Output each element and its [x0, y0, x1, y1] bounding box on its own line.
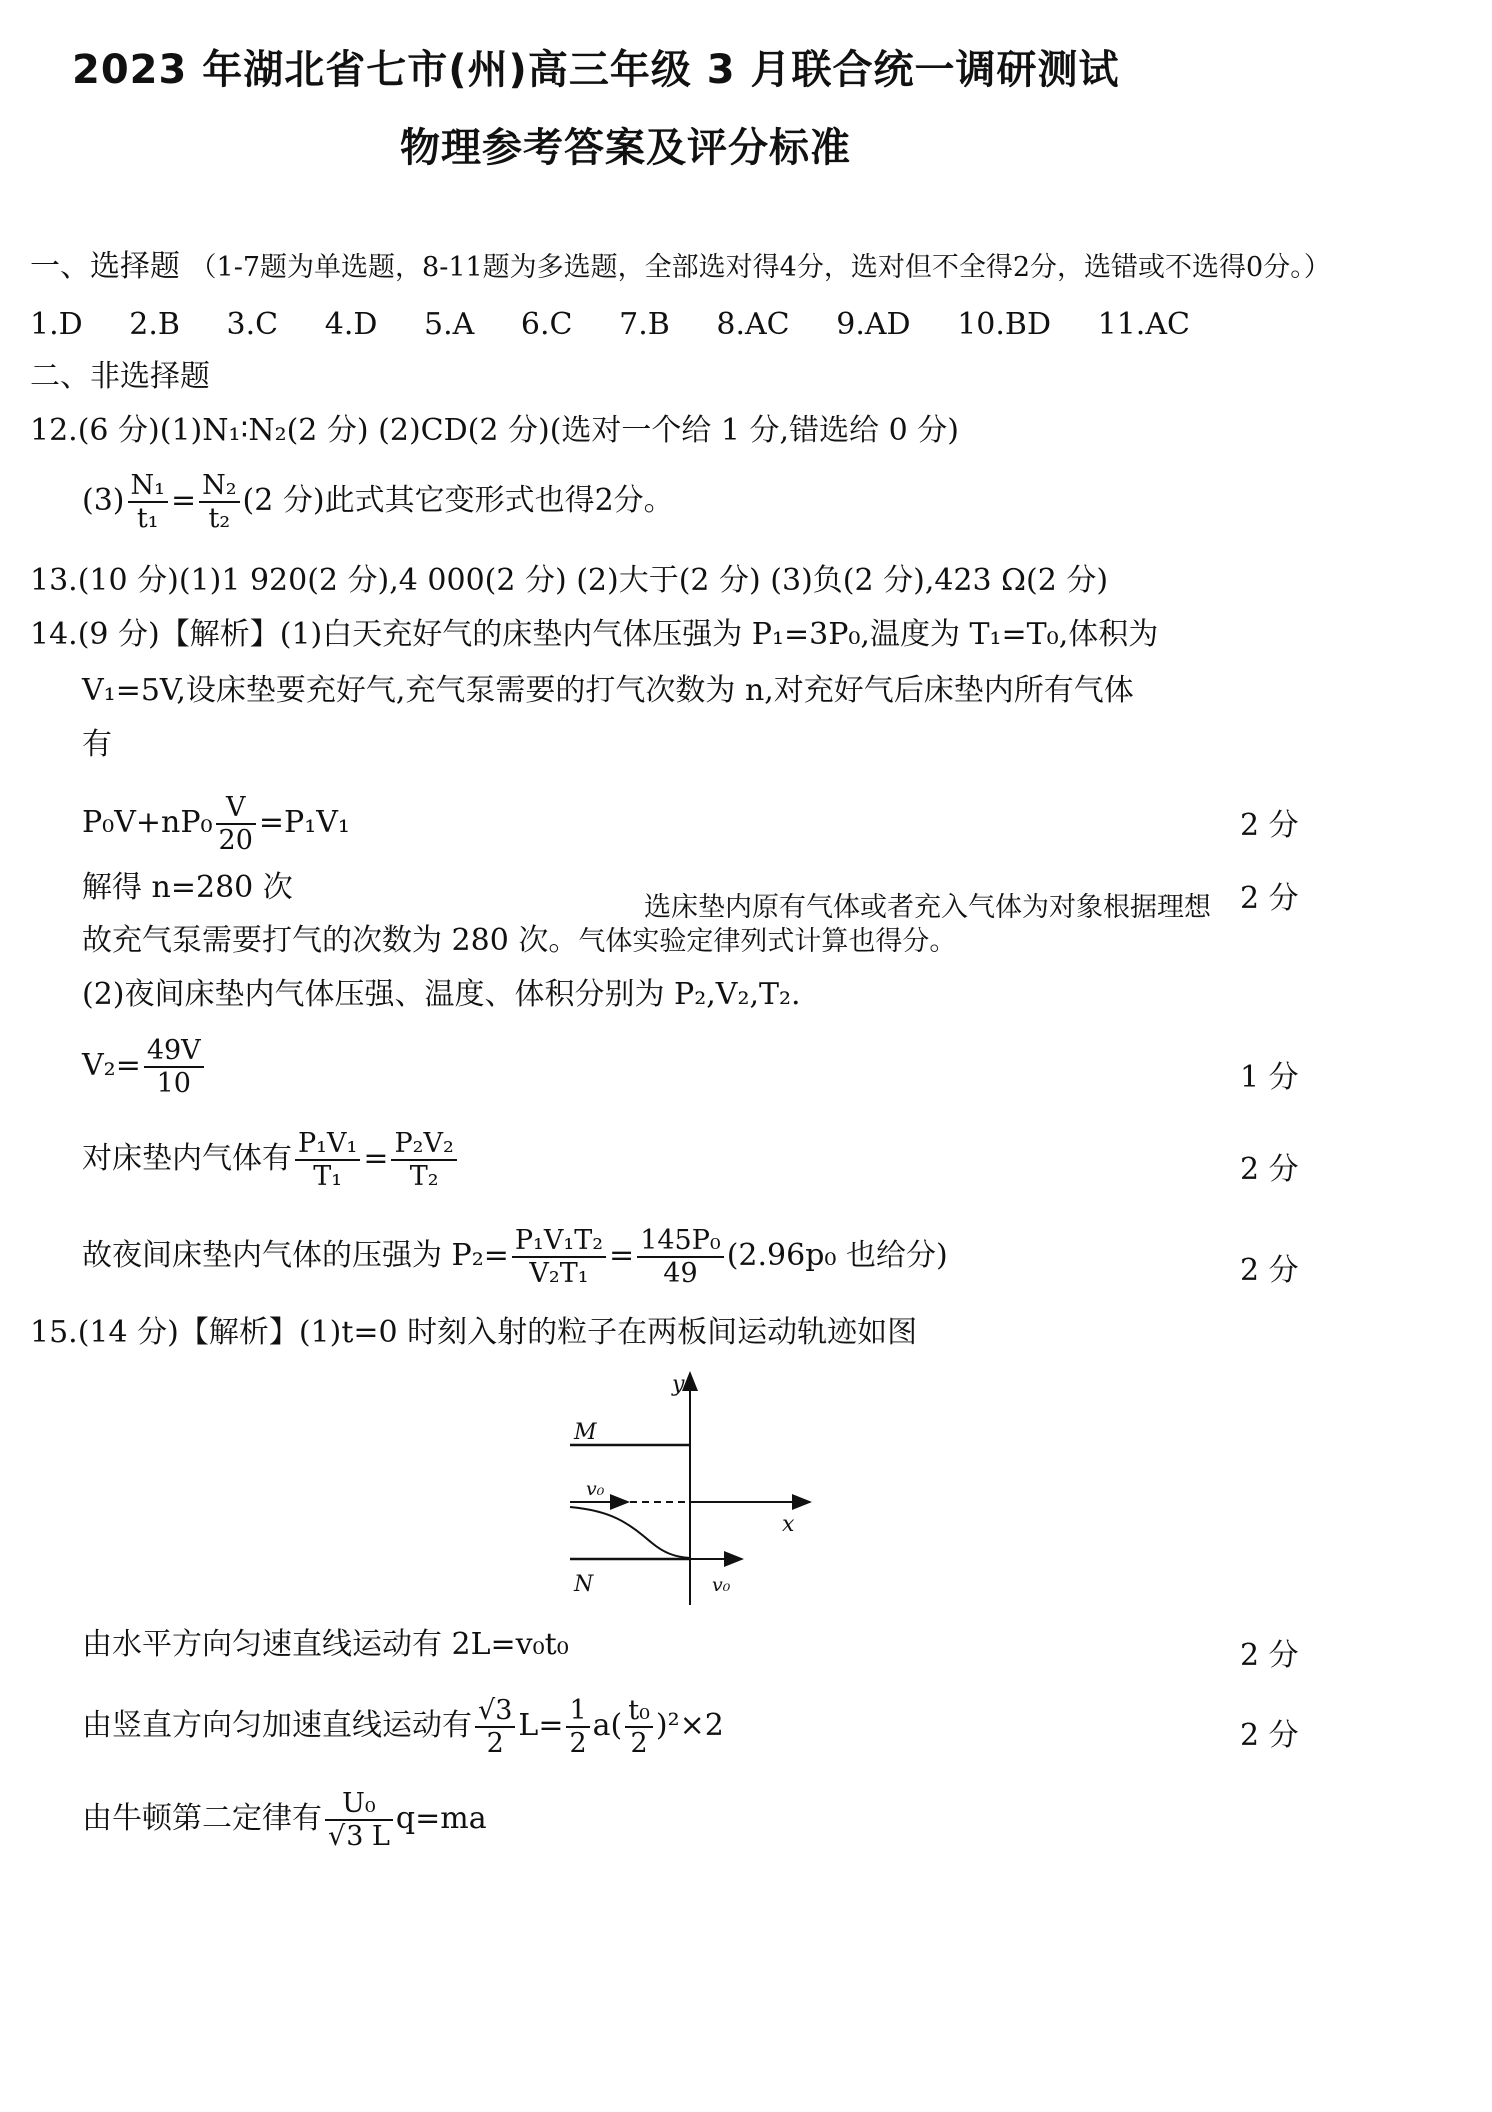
label-v0-top: v₀ — [586, 1478, 605, 1500]
section1-heading: 一、选择题 — [30, 249, 180, 284]
q15-eq2-fraction-2: $\frac{1}{2}$ — [566, 1695, 589, 1759]
section1-line — [30, 249, 1331, 284]
q12-part3-prefix: (3) — [82, 483, 125, 519]
q14-result: 故夜间床垫内气体的压强为 P₂= $\frac{\text{P₁V₁T₂}}{\text{V₂T₁}}$ = $\frac{\text{145P₀}}{49}$ (2.96p₀ 也给分) — [82, 1225, 948, 1290]
q14-line1: 14.(9 分)【解析】(1)白天充好气的床垫内气体压强为 P₁=3P₀,温度为 T₁=T₀,体积为 — [30, 617, 1159, 652]
q14-law-fraction-2: $\frac{\text{P₂V₂}}{\text{T₂}}$ — [391, 1128, 456, 1192]
q12-part3: (3) $\frac{\text{N₁}}{\text{t₁}}$ = $\frac{\text{N₂}}{\text{t₂}}$ (2 分)此式其它变形式也得2分。 — [82, 470, 674, 535]
label-v0-bottom: v₀ — [712, 1574, 731, 1596]
q14-conclusion — [82, 923, 957, 958]
q15-eq3-fraction: $\frac{\text{U₀}}{√3 L}$ — [325, 1788, 393, 1852]
q12-fraction-1: $\frac{\text{N₁}}{\text{t₁}}$ — [128, 470, 168, 534]
q13-line: 13.(10 分)(1)1 920(2 分),4 000(2 分) (2)大于(2 分) (3)负(2 分),423 Ω(2 分) — [30, 563, 1109, 598]
q15-eq3: 由牛顿第二定律有 $\frac{\text{U₀}}{√3 L}$ q=ma — [82, 1788, 487, 1853]
page-subtitle: 物理参考答案及评分标准 — [400, 125, 851, 171]
page-title: 2023 年湖北省七市(州)高三年级 3 月联合统一调研测试 — [72, 47, 1120, 93]
q14-solve: 解得 n=280 次 — [82, 870, 293, 905]
q14-note-1: 选床垫内原有气体或者充入气体为对象根据理想 — [644, 892, 1211, 923]
q14-part2: (2)夜间床垫内气体压强、温度、体积分别为 P₂,V₂,T₂. — [82, 977, 801, 1012]
q14-conclusion-text: 故充气泵需要打气的次数为 280 次。 — [82, 923, 579, 958]
section2-heading: 二、非选择题 — [30, 359, 210, 394]
q14-score-5: 2 分 — [1240, 1253, 1299, 1288]
section1-note: （1-7题为单选题，8-11题为多选题，全部选对得4分，选对但不全得2分，选错或不选得0分。） — [189, 252, 1331, 283]
q15-line1: 15.(14 分)【解析】(1)t=0 时刻入射的粒子在两板间运动轨迹如图 — [30, 1315, 918, 1350]
q14-eq1-fraction: $\frac{V}{20}$ — [216, 792, 256, 856]
label-m: M — [574, 1420, 597, 1445]
q15-eq2-fraction-3: $\frac{\text{t₀}}{2}$ — [625, 1695, 653, 1759]
q14-eq1: P₀V+nP₀ $\frac{V}{20}$ =P₁V₁ — [82, 792, 350, 857]
q12-line1: 12.(6 分)(1)N₁∶N₂(2 分) (2)CD(2 分)(选对一个给 1 分,错选给 0 分) — [30, 413, 959, 448]
label-y: y — [672, 1372, 685, 1397]
q14-law-fraction-1: $\frac{\text{P₁V₁}}{\text{T₁}}$ — [295, 1128, 360, 1192]
q12-fraction-2: $\frac{\text{N₂}}{\text{t₂}}$ — [199, 470, 239, 534]
q14-result-fraction-1: $\frac{\text{P₁V₁T₂}}{\text{V₂T₁}}$ — [512, 1225, 606, 1289]
q14-line3: 有 — [82, 727, 112, 762]
label-x: x — [782, 1512, 795, 1537]
label-n: N — [574, 1572, 594, 1597]
q14-law: 对床垫内气体有 $\frac{\text{P₁V₁}}{\text{T₁}}$ = $\frac{\text{P₂V₂}}{\text{T₂}}$ — [82, 1128, 460, 1192]
q15-score-2: 2 分 — [1240, 1718, 1299, 1753]
q12-part3-suffix: (2 分)此式其它变形式也得2分。 — [242, 483, 674, 519]
q15-eq1: 由水平方向匀速直线运动有 2L=v₀t₀ — [82, 1627, 569, 1662]
choice-answers: 1.D 2.B 3.C 4.D 5.A 6.C 7.B 8.AC 9.AD 10.BD 11.AC — [30, 307, 1190, 342]
trajectory-curve — [570, 1507, 690, 1558]
q14-line2: V₁=5V,设床垫要充好气,充气泵需要的打气次数为 n,对充好气后床垫内所有气体 — [82, 673, 1134, 708]
q14-v2-fraction: $\frac{49V}{10}$ — [144, 1035, 204, 1099]
q14-score-1: 2 分 — [1240, 808, 1299, 843]
q14-v2: V₂= $\frac{49V}{10}$ — [82, 1035, 207, 1099]
q14-note-2: 气体实验定律列式计算也得分。 — [578, 926, 957, 957]
q14-score-2: 2 分 — [1240, 881, 1299, 916]
q14-score-3: 1 分 — [1240, 1060, 1299, 1095]
q15-eq2-fraction-1: $\frac{√3}{2}$ — [475, 1695, 515, 1759]
q15-eq2: 由竖直方向匀加速直线运动有 $\frac{√3}{2}$ L= $\frac{1}{2}$ a( $\frac{\text{t₀}}{2}$ )²×2 — [82, 1695, 724, 1760]
q14-result-fraction-2: $\frac{\text{145P₀}}{49}$ — [637, 1225, 724, 1289]
trajectory-diagram — [560, 1365, 820, 1607]
q14-score-4: 2 分 — [1240, 1152, 1299, 1187]
q15-score-1: 2 分 — [1240, 1638, 1299, 1673]
